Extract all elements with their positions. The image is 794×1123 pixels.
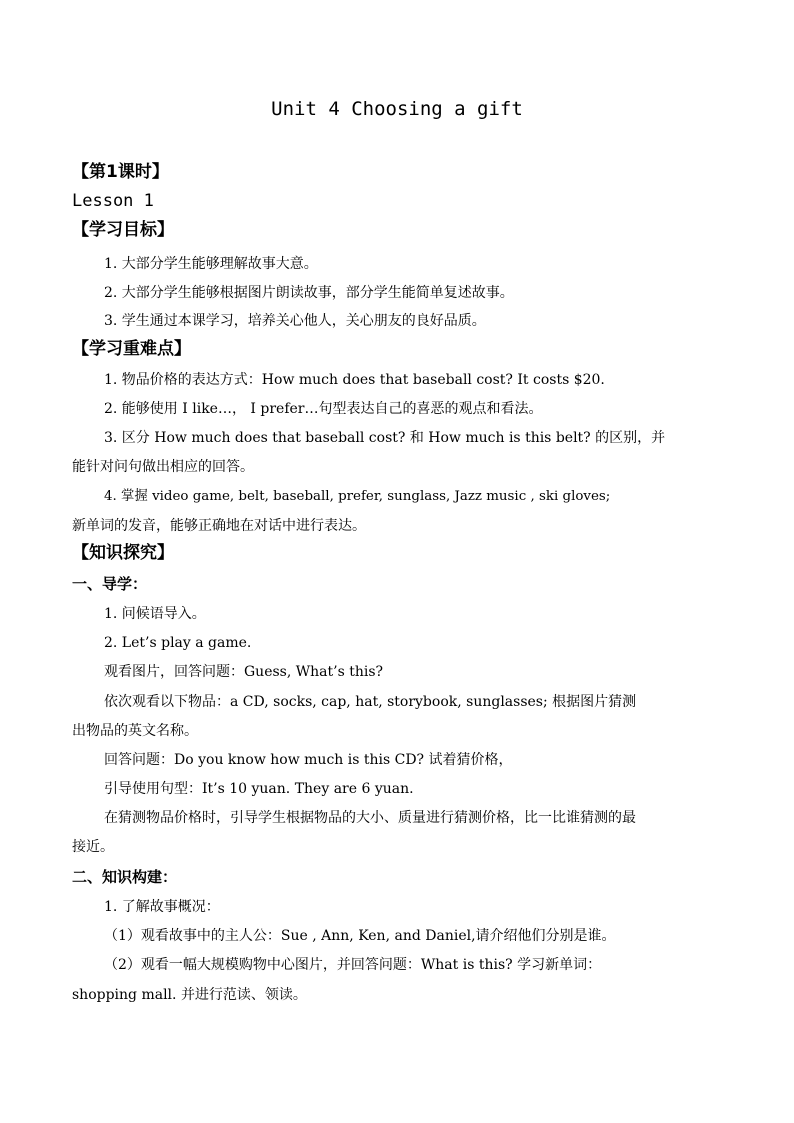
section-1-line: 引导使用句型：It’s 10 yuan. They are 6 yuan. xyxy=(104,781,414,797)
key-points-heading: 【学习重难点】 xyxy=(72,339,191,359)
goal-item: 3. 学生通过本课学习，培养关心他人，关心朋友的良好品质。 xyxy=(104,313,486,329)
key-point-item: 能针对问句做出相应的回答。 xyxy=(72,459,254,475)
section-2-heading: 二、知识构建： xyxy=(72,868,178,886)
section-1-line: 观看图片，回答问题：Guess, What’s this? xyxy=(104,664,384,680)
section-1-line: 接近。 xyxy=(72,839,114,855)
goals-heading: 【学习目标】 xyxy=(72,220,174,240)
section-1-line: 依次观看以下物品：a CD, socks, cap, hat, storybook, sunglasses; 根据图片猜测 xyxy=(104,694,637,710)
explore-heading: 【知识探究】 xyxy=(72,543,174,563)
key-point-item: 4. 掌握 video game, belt, baseball, prefer, sunglass, Jazz music , ski gloves; xyxy=(104,489,611,504)
key-point-item: 3. 区分 How much does that baseball cost? 和 How much is this belt? 的区别，并 xyxy=(104,430,666,446)
document-title: Unit 4 Choosing a gift xyxy=(271,98,523,120)
section-2-line: （2）观看一幅大规模购物中心图片，并回答问题：What is this? 学习新单词： xyxy=(104,957,602,973)
section-2-line: （1）观看故事中的主人公：Sue , Ann, Ken, and Daniel,请介绍他们分别是谁。 xyxy=(104,928,616,944)
goal-item: 2. 大部分学生能够根据图片朗读故事，部分学生能简单复述故事。 xyxy=(104,285,514,301)
section-1-line: 出物品的英文名称。 xyxy=(72,723,198,739)
key-point-item: 2. 能够使用 I like…， I prefer…句型表达自己的喜恶的观点和看法。 xyxy=(104,401,543,417)
section-2-line: 1. 了解故事概况： xyxy=(104,899,220,915)
lesson-tag-heading: 【第1课时】 xyxy=(72,162,169,182)
section-2-line: shopping mall. 并进行范读、领读。 xyxy=(72,987,307,1003)
section-1-line: 2. Let’s play a game. xyxy=(104,635,252,651)
key-point-item: 新单词的发音，能够正确地在对话中进行表达。 xyxy=(72,518,366,534)
key-point-item: 1. 物品价格的表达方式：How much does that baseball cost? It costs $20. xyxy=(104,372,605,388)
section-1-heading: 一、导学： xyxy=(72,575,148,593)
section-1-line: 回答问题：Do you know how much is this CD? 试着猜价格， xyxy=(104,752,513,768)
goal-item: 1. 大部分学生能够理解故事大意。 xyxy=(104,256,318,272)
lesson-label: Lesson 1 xyxy=(72,191,154,211)
section-1-line: 1. 问候语导入。 xyxy=(104,606,206,622)
section-1-line: 在猜测物品价格时，引导学生根据物品的大小、质量进行猜测价格，比一比谁猜测的最 xyxy=(104,810,636,826)
